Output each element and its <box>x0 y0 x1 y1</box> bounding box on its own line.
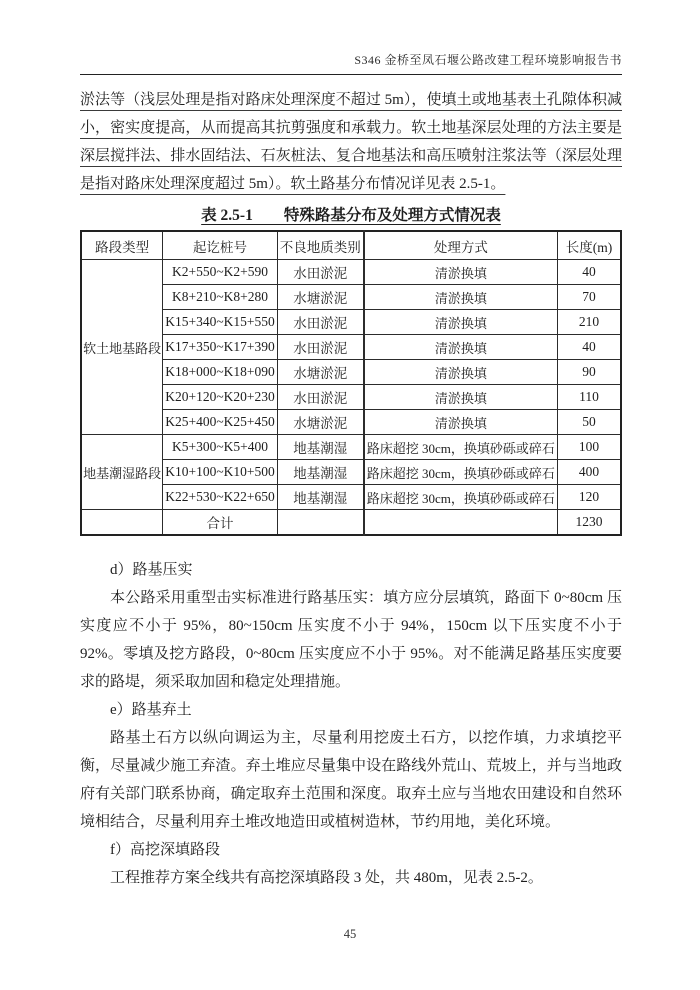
cell-treatment: 清淤换填 <box>364 335 558 360</box>
cell-treatment: 路床超挖 30cm，换填砂砾或碎石 <box>364 460 558 485</box>
cell-geology: 水田淤泥 <box>277 310 364 335</box>
table-row <box>81 385 621 410</box>
cell-treatment: 清淤换填 <box>364 360 558 385</box>
col-header-road-type: 路段类型 <box>81 231 163 260</box>
table-row <box>81 460 621 485</box>
cell-stake: K2+550~K2+590 <box>163 260 278 285</box>
cell-geology: 水田淤泥 <box>277 260 364 285</box>
cell-length: 90 <box>557 360 621 385</box>
table-total-row <box>81 510 621 536</box>
cell-treatment: 清淤换填 <box>364 285 558 310</box>
col-header-length: 长度(m) <box>557 231 621 260</box>
cell-geology: 地基潮湿 <box>277 485 364 510</box>
table-row <box>81 485 621 510</box>
cell-geology: 水塘淤泥 <box>277 410 364 435</box>
cell-treatment: 清淤换填 <box>364 385 558 410</box>
section-body-e: 路基土石方以纵向调运为主，尽量利用挖废土石方，以挖作填，力求填挖平衡，尽量减少施工弃渣。弃土堆应尽量集中设在路线外荒山、荒坡上，并与当地政府有关部门联系协商，确定取弃土范围和深度。取弃土应与当地农田建设和自然环境相结合，尽量利用弃土堆改地造田或植树造林，节约用地，美化环境。 <box>80 730 622 830</box>
col-header-treatment: 处理方式 <box>364 231 558 260</box>
section-body-f: 工程推荐方案全线共有高挖深填路段 3 处，共 480m，见表 2.5-2。 <box>110 870 543 886</box>
cell-length: 40 <box>557 335 621 360</box>
cell-geology: 地基潮湿 <box>277 435 364 460</box>
cell-stake: K8+210~K8+280 <box>163 285 278 310</box>
table-header-row <box>81 231 621 260</box>
cell-stake: K18+000~K18+090 <box>163 360 278 385</box>
page-header <box>80 50 622 75</box>
col-header-geology: 不良地质类别 <box>277 231 364 260</box>
total-value: 1230 <box>557 510 621 536</box>
table-row <box>81 260 621 285</box>
table-row <box>81 360 621 385</box>
cell-length: 120 <box>557 485 621 510</box>
cell-length: 100 <box>557 435 621 460</box>
special-roadbed-table <box>80 230 622 536</box>
section-body-d: 本公路采用重型击实标准进行路基压实：填方应分层填筑，路面下 0~80cm 压实度应不小于 95%，80~150cm 压实度不小于 94%，150cm 以下压实度不小于 92%。零填及挖方路段，0~80cm 压实度应不小于 95%。对不能满足路基压实度要求的路堤，须采取加固和稳定处理措施。 <box>80 590 622 690</box>
report-title: S346 金桥至凤石堰公路改建工程环境影响报告书 <box>354 53 622 67</box>
table-row <box>81 335 621 360</box>
intro-paragraph: 淤法等（浅层处理是指对路床处理深度不超过 5m），使填土或地基表土孔隙体积减小，密实度提高，从而提高其抗剪强度和承载力。软土地基深层处理的方法主要是深层搅拌法、排水固结法、石灰桩法、复合地基法和高压喷射注浆法等（深层处理是指对路床处理深度超过 5m）。软土路基分布情况详见表 2.5-1。 <box>80 92 622 192</box>
cell-stake: K20+120~K20+230 <box>163 385 278 410</box>
cell-length: 210 <box>557 310 621 335</box>
cell-length: 110 <box>557 385 621 410</box>
section-heading-e: e）路基弃土 <box>110 702 192 718</box>
cell-geology: 水塘淤泥 <box>277 360 364 385</box>
table-row <box>81 435 621 460</box>
cell-empty <box>364 510 558 536</box>
page-footer <box>0 927 700 942</box>
cell-empty <box>277 510 364 536</box>
cell-treatment: 清淤换填 <box>364 310 558 335</box>
cell-stake: K22+530~K22+650 <box>163 485 278 510</box>
page-number: 45 <box>343 927 357 941</box>
cell-treatment: 清淤换填 <box>364 260 558 285</box>
table-row <box>81 310 621 335</box>
cell-geology: 水田淤泥 <box>277 335 364 360</box>
cell-length: 70 <box>557 285 621 310</box>
cell-stake: K15+340~K15+550 <box>163 310 278 335</box>
cell-stake: K17+350~K17+390 <box>163 335 278 360</box>
section-heading-d: d）路基压实 <box>110 562 193 578</box>
cell-stake: K10+100~K10+500 <box>163 460 278 485</box>
total-label: 合计 <box>163 510 278 536</box>
table-row <box>81 410 621 435</box>
group-label-damp-foundation: 地基潮湿路段 <box>81 435 163 510</box>
section-heading-f: f）高挖深填路段 <box>110 842 220 858</box>
cell-length: 50 <box>557 410 621 435</box>
cell-length: 40 <box>557 260 621 285</box>
cell-treatment: 清淤换填 <box>364 410 558 435</box>
cell-geology: 地基潮湿 <box>277 460 364 485</box>
table-title: 表 2.5-1 特殊路基分布及处理方式情况表 <box>201 207 501 224</box>
cell-geology: 水田淤泥 <box>277 385 364 410</box>
cell-treatment: 路床超挖 30cm，换填砂砾或碎石 <box>364 435 558 460</box>
cell-geology: 水塘淤泥 <box>277 285 364 310</box>
table-row <box>81 285 621 310</box>
cell-length: 400 <box>557 460 621 485</box>
cell-stake: K5+300~K5+400 <box>163 435 278 460</box>
cell-stake: K25+400~K25+450 <box>163 410 278 435</box>
group-label-soft-soil: 软土地基路段 <box>81 260 163 435</box>
cell-treatment: 路床超挖 30cm，换填砂砾或碎石 <box>364 485 558 510</box>
page-content <box>80 86 622 892</box>
col-header-stake: 起讫桩号 <box>163 231 278 260</box>
cell-empty <box>81 510 163 536</box>
